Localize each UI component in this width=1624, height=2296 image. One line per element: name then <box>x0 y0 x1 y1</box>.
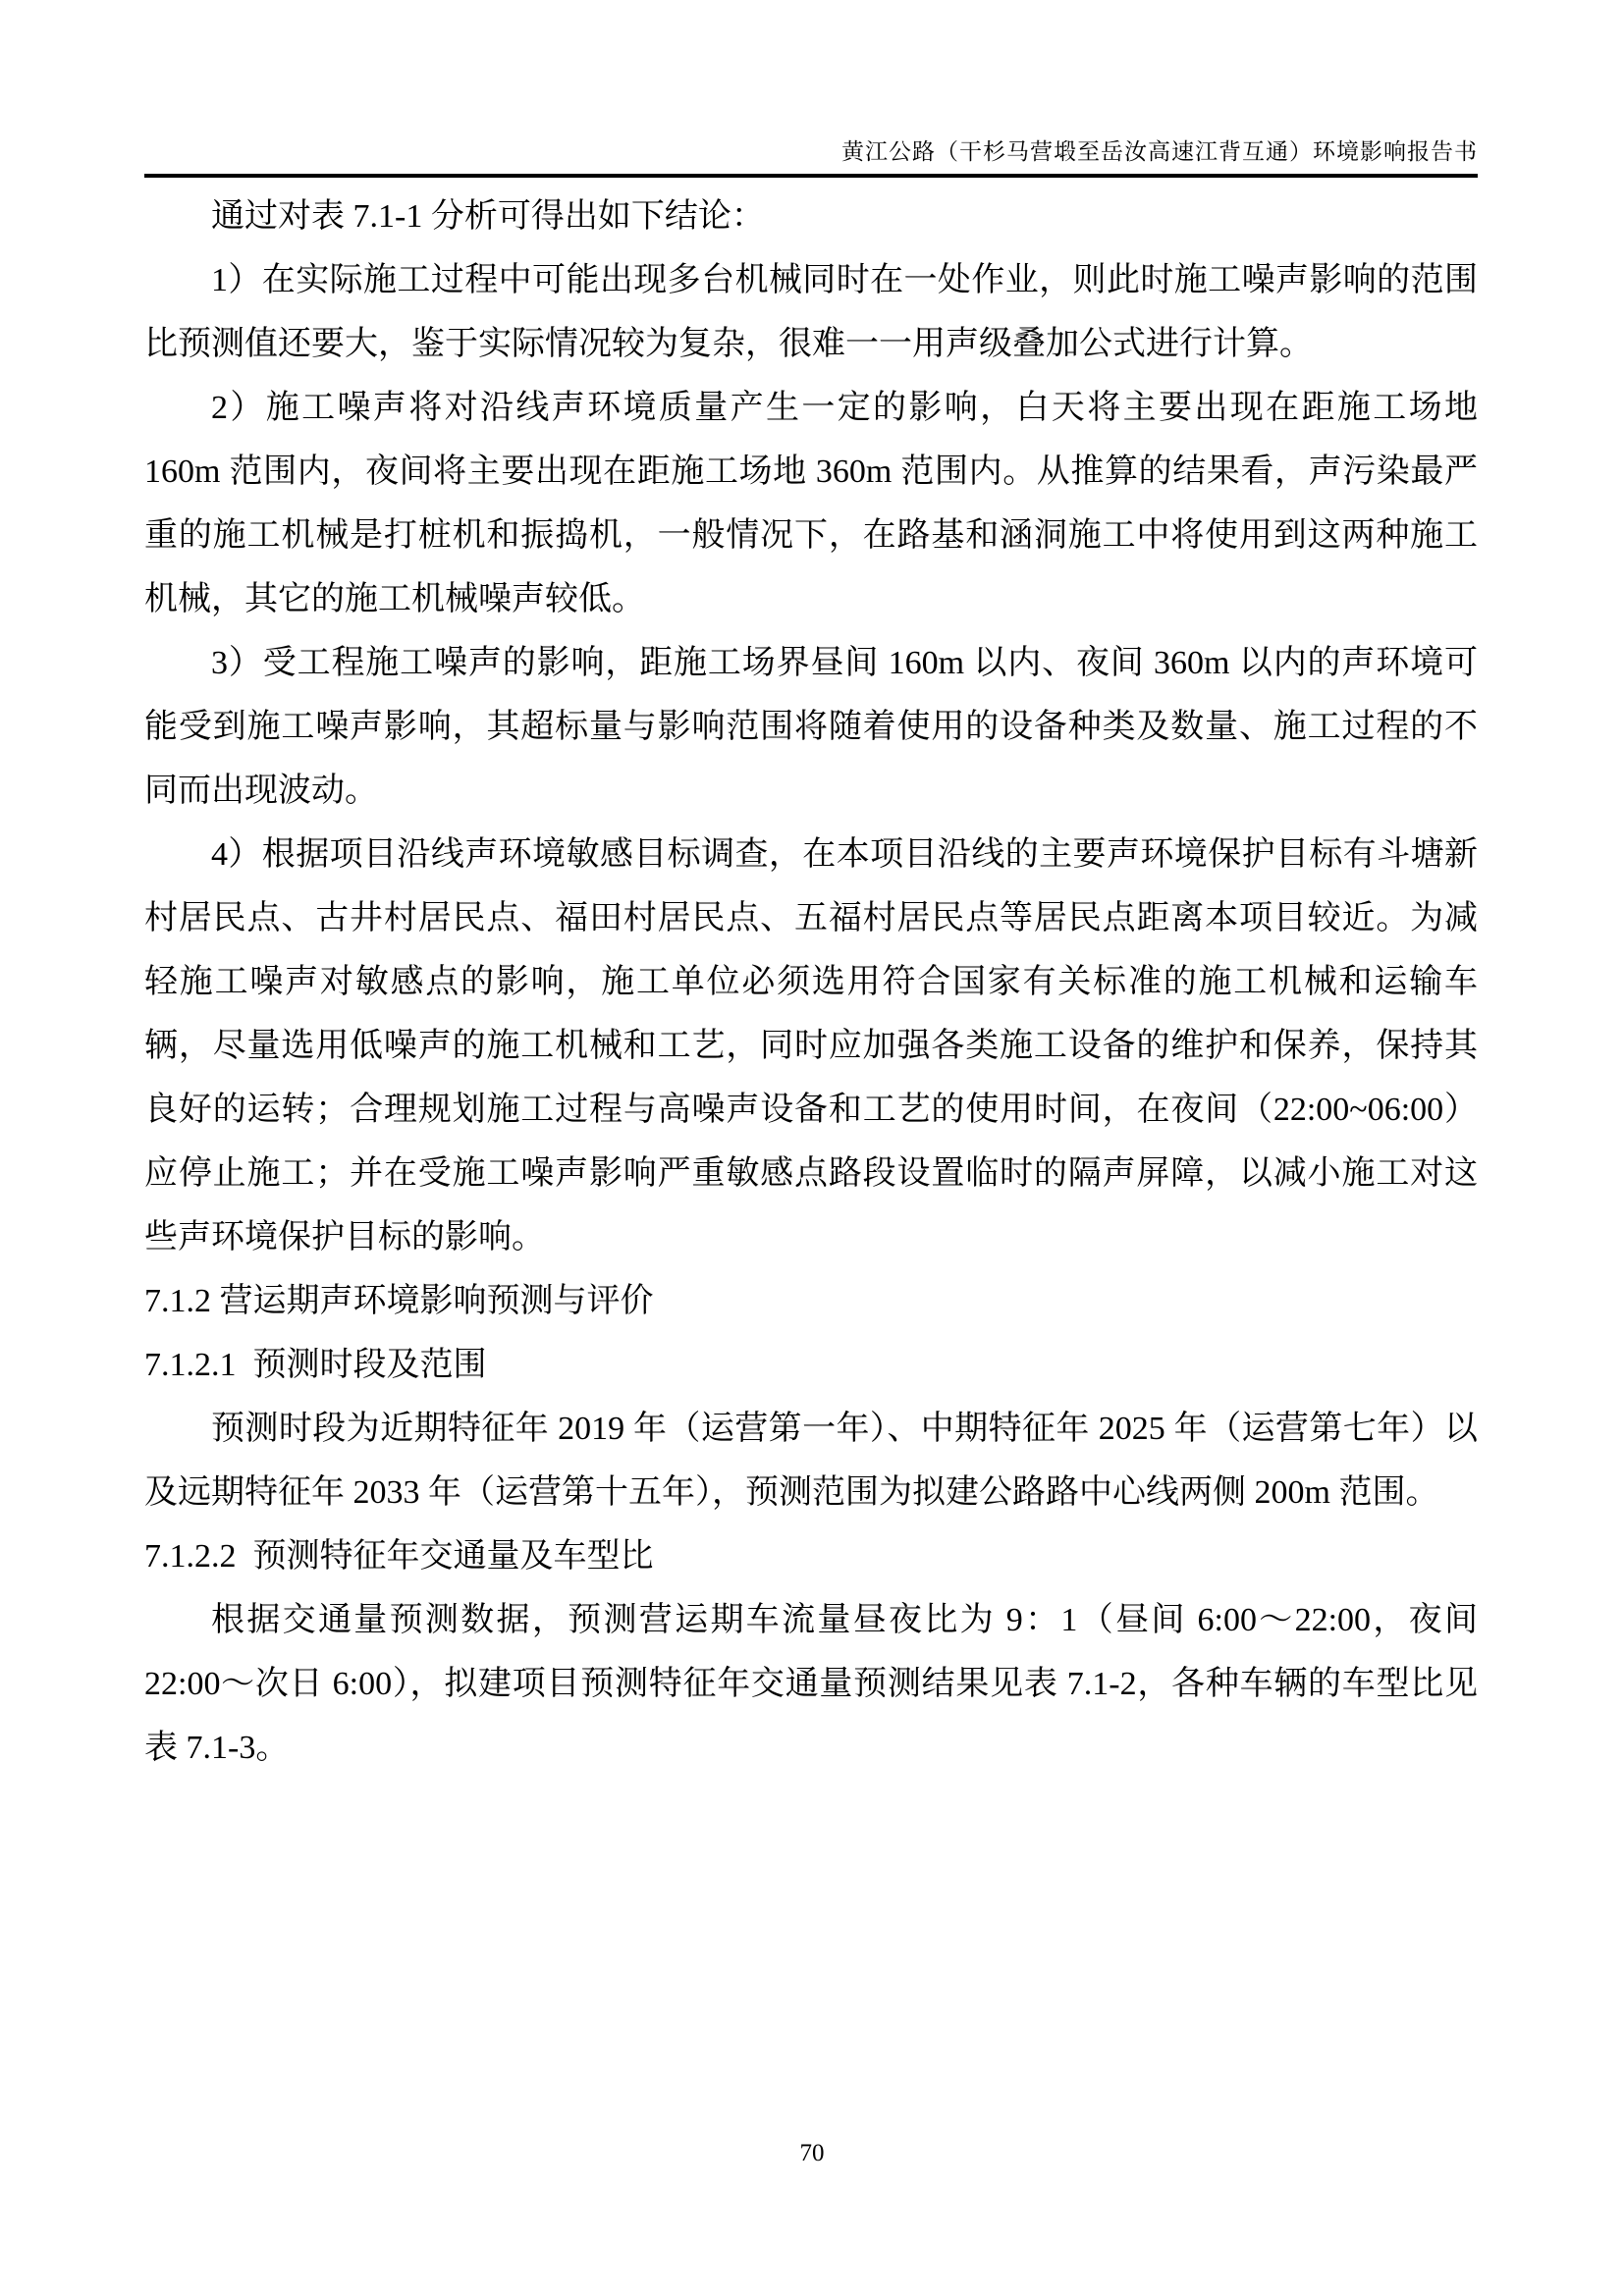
page-header <box>144 137 1478 178</box>
paragraph-conclusion-intro: 通过对表 7.1-1 分析可得出如下结论： <box>211 198 765 235</box>
paragraph-conclusion-2: 2）施工噪声将对沿线声环境质量产生一定的影响，白天将主要出现在距施工场地 160m 范围内，夜间将主要出现在距施工场地 360m 范围内。从推算的结果看，声污染最严重的施工机械是打桩机和振捣机，一般情况下，在路基和涵洞施工中将使用到这两种施工机械，其它的施工机械噪声较低。 <box>144 390 1478 617</box>
header-title: 黄江公路（干杉马营塅至岳汝高速江背互通）环境影响报告书 <box>841 139 1478 164</box>
section-heading-7-1-2-1: 7.1.2.1 预测时段及范围 <box>144 1347 487 1383</box>
paragraph-conclusion-1: 1）在实际施工过程中可能出现多台机械同时在一处作业，则此时施工噪声影响的范围比预测值还要大，鉴于实际情况较为复杂，很难一一用声级叠加公式进行计算。 <box>144 262 1478 362</box>
document-body <box>144 185 1478 1780</box>
paragraph-conclusion-3: 3）受工程施工噪声的影响，距施工场界昼间 160m 以内、夜间 360m 以内的声环境可能受到施工噪声影响，其超标量与影响范围将随着使用的设备种类及数量、施工过程的不同而出现波动。 <box>144 645 1478 809</box>
paragraph-conclusion-4: 4）根据项目沿线声环境敏感目标调查，在本项目沿线的主要声环境保护目标有斗塘新村居民点、古井村居民点、福田村居民点、五福村居民点等居民点距离本项目较近。为减轻施工噪声对敏感点的影响，施工单位必须选用符合国家有关标准的施工机械和运输车辆，尽量选用低噪声的施工机械和工艺，同时应加强各类施工设备的维护和保养，保持其良好的运转；合理规划施工过程与高噪声设备和工艺的使用时间，在夜间（22:00~06:00）应停止施工；并在受施工噪声影响严重敏感点路段设置临时的隔声屏障，以减小施工对这些声环境保护目标的影响。 <box>144 836 1478 1255</box>
page-footer <box>0 2138 1624 2169</box>
section-heading-7-1-2-2: 7.1.2.2 预测特征年交通量及车型比 <box>144 1538 654 1575</box>
section-heading-7-1-2: 7.1.2 营运期声环境影响预测与评价 <box>144 1283 654 1319</box>
paragraph-prediction-period: 预测时段为近期特征年 2019 年（运营第一年）、中期特征年 2025 年（运营第七年）以及远期特征年 2033 年（运营第十五年），预测范围为拟建公路路中心线两侧 200m 范围。 <box>144 1411 1478 1511</box>
paragraph-traffic-forecast: 根据交通量预测数据，预测营运期车流量昼夜比为 9：1（昼间 6:00～22:00，夜间 22:00～次日 6:00），拟建项目预测特征年交通量预测结果见表 7.1-2，各种车辆的车型比见表 7.1-3。 <box>144 1602 1478 1766</box>
page-number: 70 <box>799 2140 825 2166</box>
